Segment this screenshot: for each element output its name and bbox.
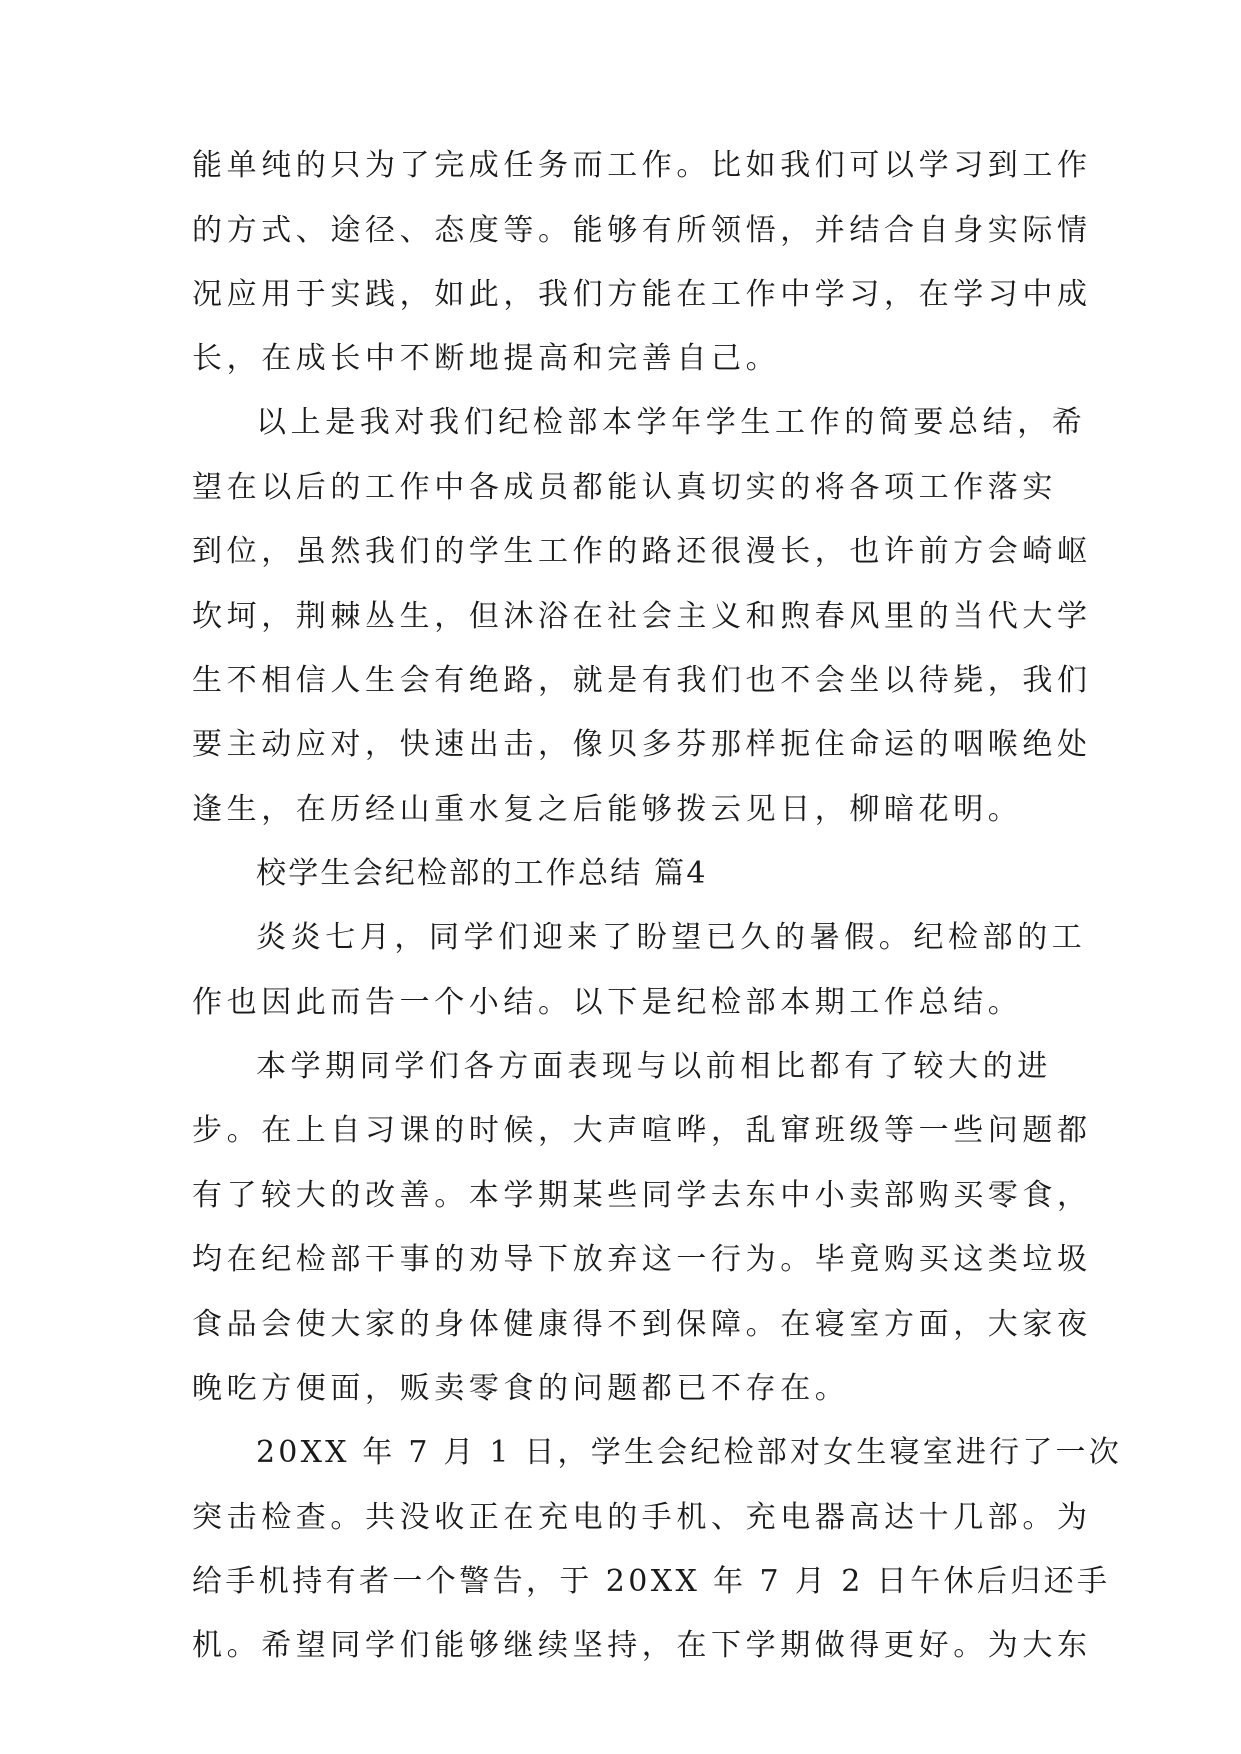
text-line: 有了较大的改善。本学期某些同学去东中小卖部购买零食， [192, 1178, 1092, 1213]
text-line: 长，在成长中不断地提高和完善自己。 [192, 341, 781, 376]
text-line: 要主动应对，快速出击，像贝多芬那样扼住命运的咽喉绝处 [192, 727, 1092, 762]
text-line: 生不相信人生会有绝路，就是有我们也不会坐以待毙，我们 [192, 663, 1092, 698]
text-line: 均在纪检部干事的劝导下放弃这一行为。毕竟购买这类垃圾 [192, 1242, 1092, 1277]
text-line: 突击检查。共没收正在充电的手机、充电器高达十几部。为 [192, 1500, 1092, 1535]
text-line: 机。希望同学们能够继续坚持，在下学期做得更好。为大东 [192, 1628, 1092, 1663]
text-line: 能单纯的只为了完成任务而工作。比如我们可以学习到工作 [192, 148, 1092, 183]
text-line: 作也因此而告一个小结。以下是纪检部本期工作总结。 [192, 985, 1023, 1020]
paragraph-first-line: 以上是我对我们纪检部本学年学生工作的简要总结，希 [256, 405, 1087, 440]
section-heading: 校学生会纪检部的工作总结 篇4 [256, 856, 708, 891]
text-line: 到位，虽然我们的学生工作的路还很漫长，也许前方会崎岖 [192, 534, 1092, 569]
paragraph-first-line: 20XX 年 7 月 1 日，学生会纪检部对女生寝室进行了一次 [256, 1435, 1122, 1470]
paragraph-first-line: 炎炎七月，同学们迎来了盼望已久的暑假。纪检部的工 [256, 920, 1087, 955]
text-line: 的方式、途径、态度等。能够有所领悟，并结合自身实际情 [192, 213, 1092, 248]
text-line: 给手机持有者一个警告，于 20XX 年 7 月 2 日午休后归还手 [192, 1564, 1111, 1599]
text-line: 晚吃方便面，贩卖零食的问题都已不存在。 [192, 1371, 850, 1406]
paragraph-first-line: 本学期同学们各方面表现与以前相比都有了较大的进 [256, 1049, 1052, 1084]
text-line: 步。在上自习课的时候，大声喧哗，乱窜班级等一些问题都 [192, 1113, 1092, 1148]
text-line: 坎坷，荆棘丛生，但沐浴在社会主义和煦春风里的当代大学 [192, 599, 1092, 634]
text-line: 逢生，在历经山重水复之后能够拨云见日，柳暗花明。 [192, 792, 1023, 827]
text-line: 食品会使大家的身体健康得不到保障。在寝室方面，大家夜 [192, 1307, 1092, 1342]
text-line: 望在以后的工作中各成员都能认真切实的将各项工作落实 [192, 470, 1057, 505]
text-line: 况应用于实践，如此，我们方能在工作中学习，在学习中成 [192, 277, 1092, 312]
